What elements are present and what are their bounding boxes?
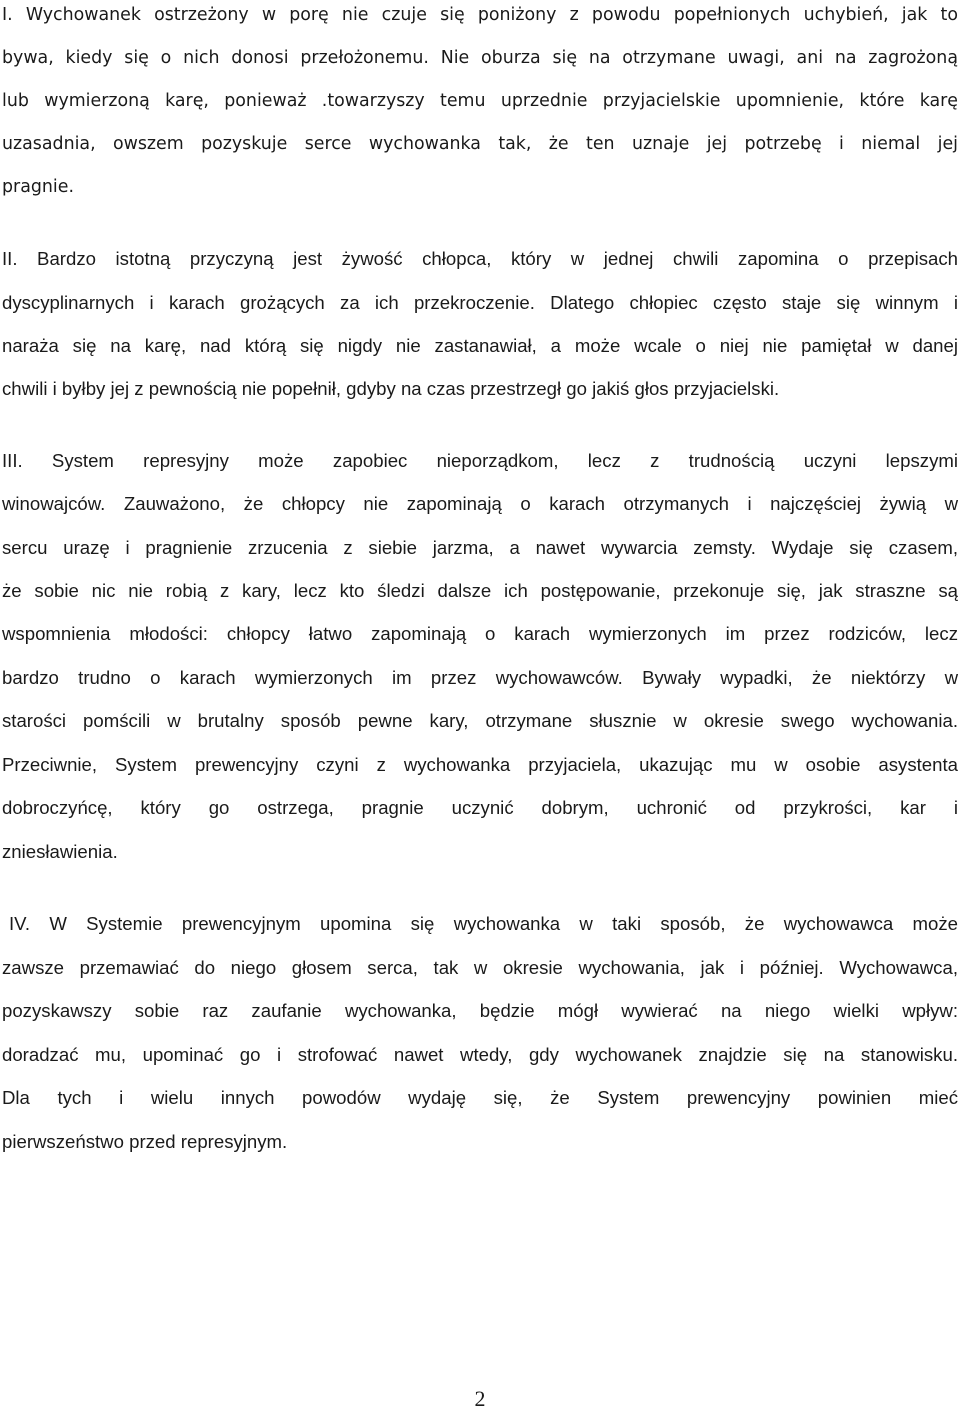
paragraph-line: Dla tych i wielu innych powodów wydaję się, że System prewencyjny powinien mieć (2, 1087, 958, 1108)
paragraph-line: pragnie. (2, 177, 74, 197)
paragraph-line: bywa, kiedy się o nich donosi przełożonemu. Nie oburza się na otrzymane uwagi, ani na zagrożoną (2, 48, 958, 68)
paragraph-line: Przeciwnie, System prewencyjny czyni z wychowanka przyjaciela, ukazując mu w osobie asystenta (2, 754, 958, 775)
paragraph-line: chwili i byłby jej z pewnością nie popełnił, gdyby na czas przestrzegł go jakiś głos przyjacielski. (2, 378, 780, 399)
paragraph-line: dyscyplinarnych i karach grożących za ich przekroczenie. Dlatego chłopiec często staje się winnym i (2, 292, 958, 313)
paragraph-line: winowajców. Zauważono, że chłopcy nie zapominają o karach otrzymanych i najczęściej żywią w (2, 493, 958, 514)
paragraph-line: zniesławienia. (2, 841, 118, 862)
paragraph-line: zawsze przemawiać do niego głosem serca, tak w okresie wychowania, jak i później. Wychowawca, (2, 957, 958, 978)
paragraph-line: sercu urazę i pragnienie zrzucenia z siebie jarzma, a nawet wywarcia zemsty. Wydaje się czasem, (2, 537, 958, 558)
page-number: 2 (474, 1386, 486, 1411)
paragraph-line: III. System represyjny może zapobiec nieporządkom, lecz z trudnością uczyni lepszymi (2, 450, 958, 471)
paragraph-line: IV. W Systemie prewencyjnym upomina się wychowanka w taki sposób, że wychowawca może (9, 913, 958, 934)
paragraph-line: naraża się na karę, nad którą się nigdy nie zastanawiał, a może wcale o niej nie pamiętał w danej (2, 335, 958, 356)
paragraph-line: pierwszeństwo przed represyjnym. (2, 1131, 288, 1152)
paragraph-line: doradzać mu, upominać go i strofować nawet wtedy, gdy wychowanek znajdzie się na stanowisku. (2, 1044, 958, 1065)
paragraph-line: bardzo trudno o karach wymierzonych im przez wychowawców. Bywały wypadki, że niektórzy w (2, 667, 958, 688)
paragraph-line: wspomnienia młodości: chłopcy łatwo zapominają o karach wymierzonych im przez rodziców, lecz (2, 623, 958, 644)
paragraph-line: pozyskawszy sobie raz zaufanie wychowanka, będzie mógł wywierać na niego wielki wpływ: (2, 1000, 958, 1021)
paragraph-line: I. Wychowanek ostrzeżony w porę nie czuje się poniżony z powodu popełnionych uchybień, jak to (2, 5, 958, 25)
paragraph-line: starości pomścili w brutalny sposób pewne kary, otrzymane słusznie w okresie swego wychowania. (2, 710, 958, 731)
paragraph-line: II. Bardzo istotną przyczyną jest żywość chłopca, który w jednej chwili zapomina o przepisach (2, 248, 958, 269)
paragraph-line: dobroczyńcę, który go ostrzega, pragnie uczynić dobrym, uchronić od przykrości, kar i (2, 797, 958, 818)
paragraph-line: uzasadnia, owszem pozyskuje serce wychowanka tak, że ten uznaje jej potrzebę i niemal jej (2, 134, 958, 154)
paragraph-line: lub wymierzoną karę, ponieważ .towarzyszy temu uprzednie przyjacielskie upomnienie, które karę (2, 91, 958, 111)
paragraph-line: że sobie nic nie robią z kary, lecz kto śledzi dalsze ich postępowanie, przekonuje się, jak straszne są (2, 580, 958, 601)
